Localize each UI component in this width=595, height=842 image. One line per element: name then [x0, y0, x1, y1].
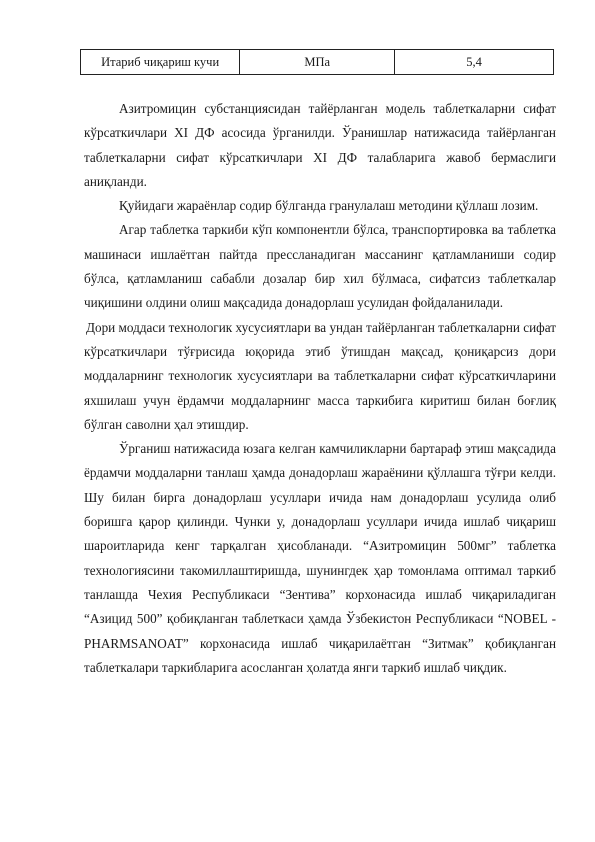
- table-cell-value: 5,4: [395, 50, 554, 75]
- paragraph: Ўрганиш натижасида юзага келган камчиликларни бартараф этиш мақсадида ёрдамчи моддаларни танлаш ҳамда донадорлаш жараёнини қўллашга тўғри келди. Шу билан бирга донадорлаш усуллари ичида нам донадорлаш усулида олиб боришга қарор қилинди. Чунки у, донадорлаш усуллари ичида ишлаб чиқариш шароитларида кенг тарқалган ҳисобланади. “Азитромицин 500мг” таблетка технологиясини такомиллаштиришда, шунингдек ҳар томонлама оптимал таркиб танлашда Чехия Республикаси “Зентива” корхонасида ишлаб чиқариладиган “Азицид 500” қобиқланган таблеткаси ҳамда Ўзбекистон Республикаси “NOBEL - PHARMSANOAT” корхонасида ишлаб чиқарилаётган “Зитмак” қобиқланган таблеткалари таркибларига асосланган ҳолатда янги таркиб ишлаб чиқдик.: [84, 441, 556, 675]
- paragraph: Дори моддаси технологик хусусиятлари ва ундан тайёрланган таблеткаларни сифат кўрсаткичлари тўғрисида юқорида этиб ўтишдан мақсад, қониқарсиз дори моддаларнинг технологик хусусиятлари ва таблеткаларни сифат кўрсаткичларини яхшилаш учун ёрдамчи моддаларнинг масса таркибига киритиш билан боғлиқ бўлган саволни ҳал этишдир.: [84, 319, 556, 432]
- paragraph: Азитромицин субстанциясидан тайёрланган модель таблеткаларни сифат кўрсаткичлари XI ДФ асосида ўрганилди. Ўранишлар натижасида тайёрланган таблеткаларни сифат кўрсаткичлари XI ДФ талабларига жавоб бермаслиги аниқланди.: [84, 101, 556, 189]
- paragraph: Агар таблетка таркиби кўп компонентли бўлса, транспортировка ва таблетка машинаси ишлаётган пайтда прессланадиган массанинг қатламланиши содир бўлса, қатламланиш сабабли дозалар бир хил бўлмаса, сифатсиз таблеткалар чиқишини олдини олиш мақсадида донадорлаш усулидан фойдаланилади.: [84, 222, 556, 311]
- table-cell-unit: МПа: [240, 50, 395, 75]
- table-cell-property: Итариб чиқариш кучи: [81, 50, 240, 75]
- table-row: [81, 50, 554, 75]
- paragraph: Қуйидаги жараёнлар содир бўлганда гранулалаш методини қўллаш лозим.: [119, 198, 539, 214]
- properties-table: [80, 49, 554, 75]
- body-text: [84, 97, 556, 680]
